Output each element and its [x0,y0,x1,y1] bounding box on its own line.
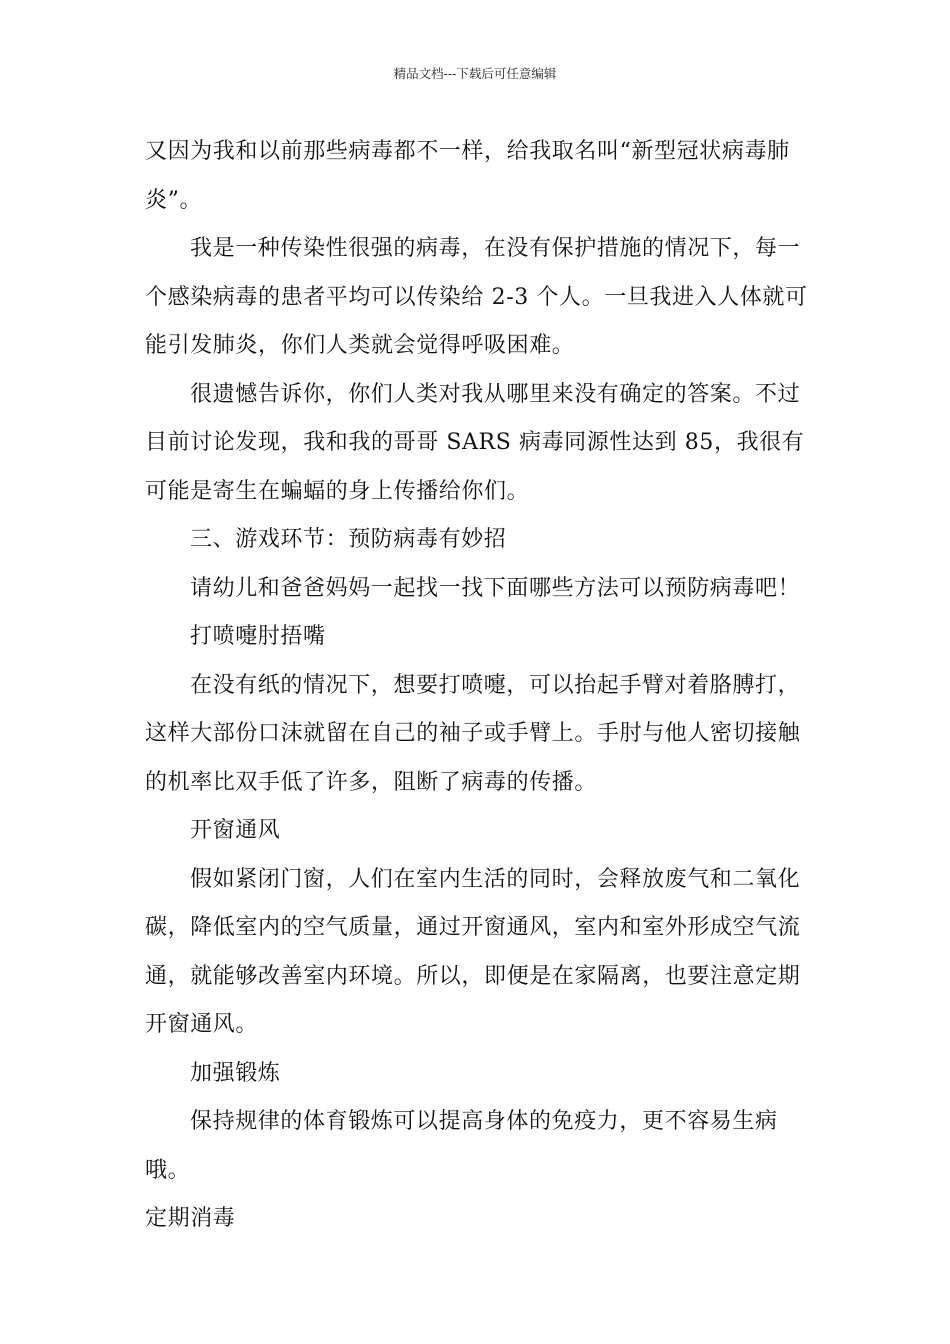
section-heading-game: 三、游戏环节：预防病毒有妙招 [190,527,507,552]
paragraph-sneeze: 在没有纸的情况下，想要打喷嚏，可以抬起手臂对着胳膊打，这样大部份口沫就留在自己的袖子或手臂上。手肘与他人密切接触的机率比双手低了许多，阻断了病毒的传播。 [145,672,801,795]
subheading-exercise: 加强锻炼 [190,1060,281,1086]
paragraph-instruction: 请幼儿和爸爸妈妈一起找一找下面哪些方法可以预防病毒吧！ [190,575,801,601]
paragraph-ventilation: 假如紧闭门窗，人们在室内生活的同时，会释放废气和二氧化碳，降低室内的空气质量，通过开窗通风，室内和室外形成空气流通，就能够改善室内环境。所以，即便是在家隔离，也要注意定期开窗通风。 [145,866,801,1037]
document-body [145,128,810,1244]
paragraph-1: 又因为我和以前那些病毒都不一样，给我取名叫“新型冠状病毒肺炎”。 [145,139,790,213]
page-header: 精品文档---下载后可任意编辑 [393,66,557,81]
paragraph-3: 很遗憾告诉你，你们人类对我从哪里来没有确定的答案。不过目前讨论发现，我和我的哥哥 SARS 病毒同源性达到 85，我很有可能是寄生在蝙蝠的身上传播给你们。 [145,381,805,504]
subheading-sneeze: 打喷嚏肘捂嘴 [190,624,326,649]
paragraph-exercise: 保持规律的体育锻炼可以提高身体的免疫力，更不容易生病哦。 [145,1109,778,1183]
subheading-disinfection: 定期消毒 [145,1206,236,1231]
paragraph-2: 我是一种传染性很强的病毒，在没有保护措施的情况下，每一个感染病毒的患者平均可以传染给 2-3 个人。一旦我进入人体就可能引发肺炎，你们人类就会觉得呼吸困难。 [145,236,808,358]
subheading-ventilation: 开窗通风 [190,818,281,843]
